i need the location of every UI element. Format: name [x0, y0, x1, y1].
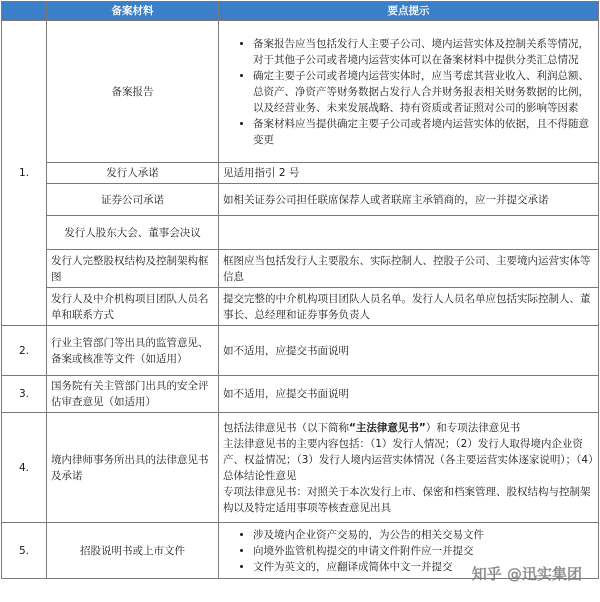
table-header-row	[2, 2, 599, 21]
bullet-item: • 备案材料应当提供确定主要子公司或者境内运营实体的依据，且不得随意变更	[253, 116, 594, 148]
material-cell: 发行人股东大会、董事会决议	[47, 216, 219, 250]
points-cell: 如相关证券公司担任联席保荐人或者联席主承销商的，应一并提交承诺	[219, 184, 599, 216]
material-cell: 行业主管部门等出具的监管意见、备案或核准等文件（如适用）	[47, 326, 219, 376]
points-cell	[219, 21, 599, 163]
material-cell: 发行人完整股权结构及控制架构框图	[47, 250, 219, 288]
table-row	[2, 288, 599, 326]
table-row	[2, 326, 599, 376]
bullet-item: • 涉及境内企业资产交易的，为公告的相关交易文件	[253, 527, 594, 543]
intro-text-end: ）和专项法律意见书	[425, 421, 521, 434]
points-cell: 见适用指引 2 号	[219, 163, 599, 184]
legal-opinion-intro	[223, 420, 594, 436]
material-cell: 招股说明书或上市文件	[47, 523, 219, 579]
filing-materials-table	[1, 1, 599, 579]
watermark: 知乎 @迅实集团	[471, 565, 582, 583]
header-points: 要点提示	[219, 2, 599, 21]
table-row	[2, 413, 599, 523]
points-cell: 提交完整的中介机构项目团队人员名单。发行人人员名单应包括实际控制人、董事长、总经理和证券事务负责人	[219, 288, 599, 326]
table-row	[2, 21, 599, 163]
table-row	[2, 163, 599, 184]
header-material: 备案材料	[47, 2, 219, 21]
section-number: 3.	[2, 376, 47, 413]
section-number: 4.	[2, 413, 47, 523]
points-cell: 如不适用，应提交书面说明	[219, 326, 599, 376]
material-cell: 证券公司承诺	[47, 184, 219, 216]
table-row	[2, 250, 599, 288]
material-cell: 国务院有关主管部门出具的安全评估审查意见（如适用）	[47, 376, 219, 413]
table-row	[2, 523, 599, 579]
table-row	[2, 376, 599, 413]
section-number: 2.	[2, 326, 47, 376]
points-cell	[219, 413, 599, 523]
table-row	[2, 216, 599, 250]
material-cell: 备案报告	[47, 21, 219, 163]
points-cell: 框图应当包括发行人主要股东、实际控制人、控股子公司、主要境内运营实体等信息	[219, 250, 599, 288]
section-number: 5.	[2, 523, 47, 579]
points-cell	[219, 216, 599, 250]
section-number: 1.	[2, 21, 47, 326]
main-opinion-term: “主法律意见书”	[349, 421, 426, 434]
special-opinion-content: 专项法律意见书：对照关于本次发行上市、保密和档案管理、股权结构与控制架构以及特定适用事项等核查意见出具	[223, 485, 591, 514]
intro-text: 包括法律意见书（以下简称	[223, 421, 349, 434]
bullet-item: • 备案报告应当包括发行人主要子公司、境内运营实体及控制关系等情况，对于其他子公司或者境内运营实体可以在备案材料中提供分类汇总情况	[253, 36, 594, 68]
bullet-item: • 向境外监管机构提交的申请文件附件应一并提交	[253, 543, 594, 559]
table-row	[2, 184, 599, 216]
header-num-cell	[2, 2, 47, 21]
material-cell: 发行人及中介机构项目团队人员名单和联系方式	[47, 288, 219, 326]
points-cell: 如不适用，应提交书面说明	[219, 376, 599, 413]
bullet-item: • 文件为英文的，应翻译成简体中文一并提交	[253, 559, 594, 575]
material-cell: 境内律师事务所出具的法律意见书及承诺	[47, 413, 219, 523]
main-opinion-content: 主法律意见书的主要内容包括：（1）发行人情况；（2）发行人取得境内企业资产、权益情况；（3）发行人境内运营实体情况（各主要运营实体逐家说明）；（4）总体结论性意见	[223, 437, 594, 482]
material-cell: 发行人承诺	[47, 163, 219, 184]
bullet-item: • 确定主要子公司或者境内运营实体时，应当考虑其营业收入、利润总额、总资产、净资产等财务数据占发行人合并财务报表相关财务数据的比例，以及经营业务、未来发展战略、持有资质或者证照对公司的影响等因素	[253, 68, 594, 116]
points-cell	[219, 523, 599, 579]
